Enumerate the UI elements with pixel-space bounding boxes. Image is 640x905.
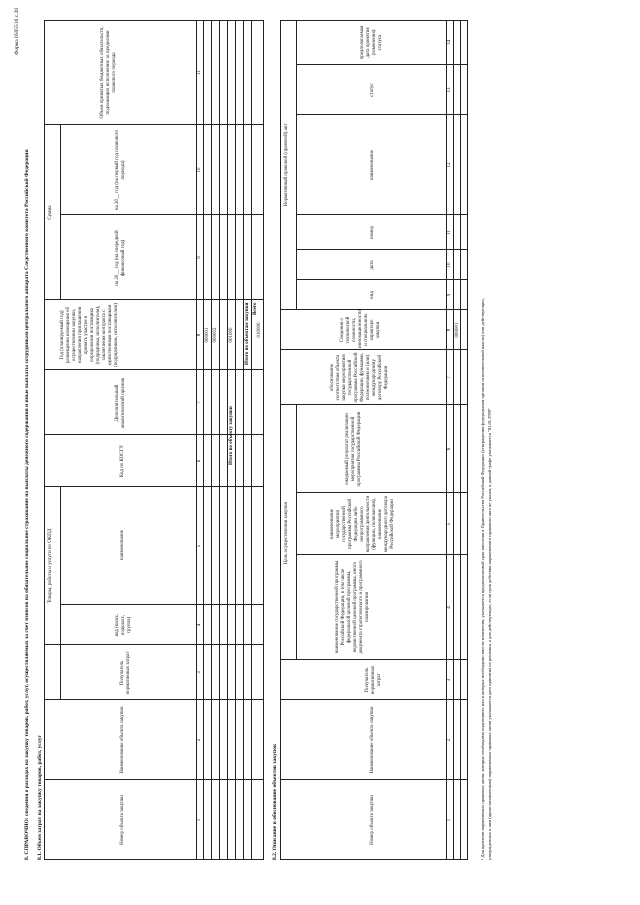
footnote-2: утвержденных к ним (приостановленным) нормативных правовых актов указывается дата принятия их решения, а для действующих, если срок действия нормативного правового акта не указан, в данной графе указывается "01.01.2999" <box>487 408 492 860</box>
t2-header-info: Сведения о технической сложности, инновационности и специальном характере закупки <box>340 310 381 348</box>
t2-col-number: 12 <box>447 162 452 168</box>
t1-total-object-code: 001000 <box>229 327 234 343</box>
t2-header-kind: вид <box>370 291 375 299</box>
t1-header-okpd-name: наименование <box>120 529 125 561</box>
t1-col-number: 10 <box>197 167 202 173</box>
t2-col-number: 3 <box>447 678 452 682</box>
t1-header-okpd: Товары, работы и услуги по ОКПД <box>48 528 53 604</box>
t1-header-okpd-code: код (класс, подкласс, группа) <box>115 613 132 637</box>
t1-col-number: 11 <box>197 70 202 75</box>
t2-col-number: 14 <box>447 40 452 45</box>
t2-header-name: Наименование объекта закупки <box>370 706 375 774</box>
t2-code: 000001 <box>455 322 460 338</box>
t1-header-analytic: Дополнительный аналитический признак <box>115 377 126 429</box>
t2-col-number: 10 <box>447 262 452 268</box>
t1-header-number: Номер объекта закупки <box>120 795 125 845</box>
t1-total-all-label: Итого по объектам закупки <box>245 302 250 365</box>
t2-col-number: 7 <box>447 376 452 379</box>
t2-col-number: 2 <box>447 738 452 742</box>
t2-header-goal-prog: наименование государственной программы Российской Федерации, в том числе федеральной целевой программы, ведомственной целевой программы, иного документа стратегического и программного планирования <box>335 560 370 654</box>
t2-col-number: 1 <box>447 818 452 822</box>
t1-code-1: 000001 <box>205 327 210 343</box>
t2-header-goal: Цель осуществления закупки <box>284 501 289 565</box>
t2-col-number: 8 <box>447 328 452 332</box>
t1-header-year: Год (планируемый год) размещения извещения об осуществлении закупки, направления приглашения принять участие в определении поставщика (подрядчика, исполнителя), заключения контракта с единственным поставщиком (подрядчиком, исполнителем) <box>60 303 119 367</box>
t2-col-number: 4 <box>447 606 452 609</box>
t2-col-number: 6 <box>447 447 452 451</box>
t1-total-label: Всего <box>253 302 258 315</box>
section-title: 8. СПРАВОЧНО: сведения о расходах на закупку товаров, работ, услуг, осуществляемых за счет взносов на обязательное социальное страхование на выплаты денежного содержания и иные выплаты сотрудникам центрального аппарата Следственного комитета Российской Федерации <box>24 149 30 860</box>
t1-header-obligations: Объем принятых бюджетных обязательств, подлежащих исполнению за пределами планового периода <box>100 26 117 119</box>
t2-header-num: номер <box>370 226 375 239</box>
t1-header-recipient: Получатель нормативных затрат <box>120 651 131 695</box>
t2-col-number: 13 <box>447 87 452 93</box>
t1-col-number: 1 <box>197 818 202 822</box>
t1-col-number: 6 <box>197 459 202 463</box>
t1-header-kosgu: Код по КОСГУ <box>120 444 125 478</box>
t2-header-justification: обоснование соответствия объекта закупки мероприятию государственной программы Российской Федерации, функциям, полномочиям и (или) международному договору Российской Федерации <box>330 352 389 403</box>
t2-header-number: Номер объекта закупки <box>370 795 375 845</box>
t1-col-number: 4 <box>197 623 202 627</box>
t1-total-code: 010000 <box>257 322 262 338</box>
t2-header-date: дата <box>370 260 375 270</box>
subsection-1-title: 8.1. Объем затрат на закупку товаров, работ, услуг <box>37 734 43 860</box>
t2-header-pubdate: предполагаемая дата принятия (изменения) статуса <box>360 25 383 60</box>
t2-header-act: Нормативный правовой (правовой) акт <box>284 123 289 207</box>
t1-total-object-label: Итого по объекту закупки <box>229 406 234 465</box>
t2-header-recipient: Получатель нормативных затрат <box>365 665 382 695</box>
subsection-2-title: 8.2. Описание и обоснование объектов закупок <box>272 743 278 860</box>
t2-header-status: статус <box>370 83 375 97</box>
t2-header-actname: наименование <box>370 149 375 181</box>
t2-col-number: 11 <box>447 230 452 235</box>
t2-header-goal-event: наименование мероприятия государственной программы Российской Федерации либо непрограммного направления деятельности (функции, полномочия), наименование международного договора Российской Федерации <box>330 495 395 553</box>
t2-col-number: 5 <box>447 522 452 526</box>
t1-header-y2: на 20__ год (на первый год планового периода) <box>115 129 126 211</box>
form-number: Форма 0505516 с.20 <box>14 8 20 55</box>
t1-code-2: 000002 <box>213 327 218 343</box>
footnote-1: ¹ Для проектов нормативных правовых актов, которые необходимо подготовить или в которые необходимо внести изменения, указывается предполагаемый срок внесения в Правительство Российской Федерации (утверждения федеральным органом исполнительной власти) или действующих, <box>480 298 485 860</box>
t1-header-y1: на 20__ год (на очередной финансовый год) <box>115 230 126 286</box>
t1-col-number: 2 <box>197 738 202 742</box>
t1-col-number: 8 <box>197 333 202 337</box>
t2-col-number: 9 <box>447 293 452 297</box>
t1-col-number: 5 <box>197 544 202 548</box>
t1-col-number: 7 <box>197 401 202 404</box>
t1-header-sum: Сумма <box>48 205 53 220</box>
t2-header-goal-result: ожидаемый результат реализации мероприятия государственной программы Российской Федерации <box>345 411 362 487</box>
t1-col-number: 9 <box>197 256 202 259</box>
t1-header-name: Наименование объекта закупки <box>120 706 125 774</box>
t1-col-number: 3 <box>197 671 202 674</box>
